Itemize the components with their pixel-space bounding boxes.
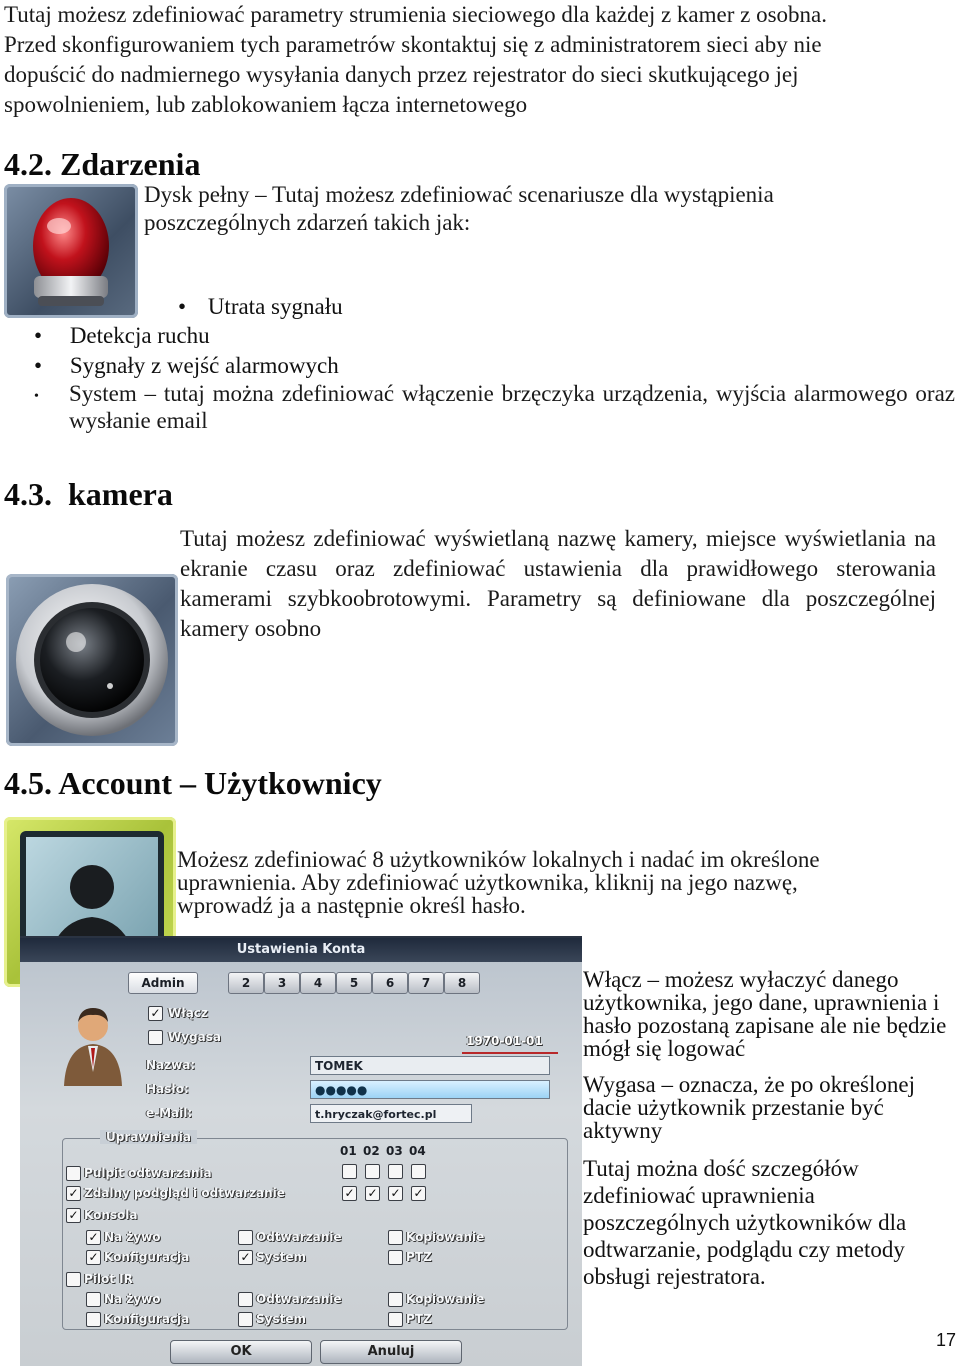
channel-header: 04 (409, 1144, 426, 1158)
expire-date[interactable]: 1970-01-01 (466, 1034, 543, 1048)
tab-user-4[interactable]: 4 (300, 972, 336, 994)
remote-view-checkbox[interactable]: ✓ (66, 1186, 81, 1201)
channel-checkbox[interactable]: ✓ (411, 1186, 426, 1201)
intro-paragraph (4, 0, 954, 120)
bullet-text: Sygnały z wejść alarmowych (69, 353, 339, 378)
bullet-item (34, 351, 339, 381)
playback-desk-checkbox[interactable] (66, 1166, 81, 1181)
channel-header: 01 (340, 1144, 357, 1158)
expire-label: Wygasa (168, 1030, 221, 1044)
console-copy-label: Kopiowanie (406, 1230, 485, 1244)
account-desc-line: uprawnienia. Aby zdefiniować użytkownika, kliknij na jego nazwę, (177, 870, 798, 895)
tab-user-6[interactable]: 6 (372, 972, 408, 994)
remote-config-label: Konfiguracja (104, 1312, 190, 1326)
section-heading-camera: 4.3. kamera (4, 476, 173, 512)
bullet-text: Utrata sygnału (207, 294, 343, 319)
tab-user-3[interactable]: 3 (264, 972, 300, 994)
console-playback-label: Odtwarzanie (256, 1230, 342, 1244)
side-note-expire: Wygasa – oznacza, że po określonej dacie użytkownik przestanie być aktywny (583, 1072, 915, 1143)
side-note-enable: Włącz – możesz wyłaczyć danego użytkownika, jego dane, uprawnienia i hasło pozostaną zapisane ale nie będzie mógł się logować (583, 967, 947, 1061)
tab-user-7[interactable]: 7 (408, 972, 444, 994)
name-label: Nazwa: (146, 1058, 196, 1072)
intro-line: Tutaj możesz zdefiniować parametry strumienia sieciowego dla każdej z kamer z osobna. (4, 2, 828, 27)
playback-desk-label: Pulpit odtwarzania (84, 1166, 212, 1180)
console-ptz-label: PTZ (406, 1250, 432, 1264)
expire-date-underline (462, 1052, 558, 1054)
tab-admin[interactable]: Admin (128, 972, 198, 994)
intro-line: Przed skonfigurowaniem tych parametrów skontaktuj się z administratorem sieci aby nie (4, 32, 822, 57)
remote-ptz-label: PTZ (406, 1312, 432, 1326)
channel-checkbox[interactable] (365, 1164, 380, 1179)
remote-playback-label: Odtwarzanie (256, 1292, 342, 1306)
name-field[interactable]: TOMEK (310, 1056, 550, 1075)
password-field[interactable]: ●●●●● (310, 1080, 550, 1099)
console-playback-checkbox[interactable] (238, 1230, 253, 1245)
bullet-dot: • (34, 389, 39, 404)
channel-checkbox[interactable]: ✓ (365, 1186, 380, 1201)
dialog-title: Ustawienia Konta (20, 938, 582, 962)
businessman-avatar-icon (58, 1002, 128, 1086)
channel-checkbox[interactable]: ✓ (342, 1186, 357, 1201)
remote-system-label: System (256, 1312, 306, 1326)
email-label: e-Mail: (146, 1106, 193, 1120)
channel-checkbox[interactable] (342, 1164, 357, 1179)
section-heading-account: 4.5. Account – Użytkownicy (4, 765, 382, 801)
remote-system-checkbox[interactable] (238, 1312, 253, 1327)
tab-user-5[interactable]: 5 (336, 972, 372, 994)
console-system-checkbox[interactable]: ✓ (238, 1250, 253, 1265)
remote-view-label: Zdalny podgląd i odtwarzanie (84, 1186, 285, 1200)
bullet-text: Detekcja ruchu (69, 323, 210, 348)
intro-line: spowolnieniem, lub zablokowaniem łącza internetowego (4, 92, 528, 117)
tab-user-2[interactable]: 2 (228, 972, 264, 994)
remote-label: Pilot IR (84, 1272, 133, 1286)
remote-live-label: Na żywo (104, 1292, 161, 1306)
bullet-text: System – tutaj można zdefiniować włączenie brzęczyka urządzenia, wyjścia alarmowego oraz wysłanie email (69, 381, 955, 433)
channel-header: 02 (363, 1144, 380, 1158)
bullet-dot: • (34, 353, 43, 378)
tab-user-8[interactable]: 8 (444, 972, 480, 994)
console-checkbox[interactable]: ✓ (66, 1208, 81, 1223)
console-config-checkbox[interactable]: ✓ (86, 1250, 101, 1265)
bullet-dot: • (34, 323, 43, 348)
bullet-item (34, 321, 210, 351)
email-field[interactable]: t.hryczak@fortec.pl (310, 1104, 472, 1123)
ok-button[interactable]: OK (170, 1340, 312, 1364)
side-notes (583, 968, 953, 1303)
section-heading-events: 4.2. Zdarzenia (4, 146, 201, 182)
console-config-label: Konfiguracja (104, 1250, 190, 1264)
console-copy-checkbox[interactable] (388, 1230, 403, 1245)
events-desc-line: poszczególnych zdarzeń takich jak: (144, 210, 471, 235)
enable-checkbox[interactable]: ✓ (148, 1006, 163, 1021)
account-desc-line: Możesz zdefiniować 8 użytkowników lokalnych i nadać im określone (177, 847, 820, 872)
channel-checkbox[interactable] (388, 1164, 403, 1179)
intro-line: dopuścić do nadmiernego wysyłania danych przez rejestrator do sieci skutkującego jej (4, 62, 799, 87)
remote-ptz-checkbox[interactable] (388, 1312, 403, 1327)
events-desc-line: Dysk pełny – Tutaj możesz zdefiniować scenariusze dla wystąpienia (144, 182, 774, 207)
account-desc-line: wprowadź ja a następnie określ hasło. (177, 893, 526, 918)
console-system-label: System (256, 1250, 306, 1264)
alarm-siren-icon (4, 184, 138, 318)
channel-checkbox[interactable] (411, 1164, 426, 1179)
remote-live-checkbox[interactable] (86, 1292, 101, 1307)
bullet-item (178, 292, 343, 322)
account-description (177, 848, 937, 917)
permissions-label: Uprawnienia (100, 1130, 197, 1144)
page-number: 17 (936, 1330, 957, 1350)
enable-label: Włącz (168, 1006, 208, 1020)
remote-checkbox[interactable] (66, 1272, 81, 1287)
console-label: Konsola (84, 1208, 138, 1222)
console-ptz-checkbox[interactable] (388, 1250, 403, 1265)
camera-description: Tutaj możesz zdefiniować wyświetlaną nazwę kamery, miejsce wyświetlania na ekranie czasu oraz zdefiniować ustawienia dla prawidłowego sterowania kamerami szybkoobrotowymi. Parametry są definiowane dla poszczególnej kamery osobno (180, 526, 936, 641)
console-live-checkbox[interactable]: ✓ (86, 1230, 101, 1245)
cancel-button[interactable]: Anuluj (320, 1340, 462, 1364)
channel-header: 03 (386, 1144, 403, 1158)
account-settings-dialog (20, 936, 582, 1366)
channel-checkbox[interactable]: ✓ (388, 1186, 403, 1201)
side-note-permissions: Tutaj można dość szczegółów zdefiniować uprawnienia poszczególnych użytkowników dla odtwarzanie, podglądu czy metody obsługi rejestratora. (583, 1156, 907, 1289)
expire-checkbox[interactable] (148, 1030, 163, 1045)
events-description (144, 181, 944, 237)
console-live-label: Na żywo (104, 1230, 161, 1244)
camera-lens-icon (6, 574, 178, 746)
password-label: Hasło: (146, 1082, 189, 1096)
remote-config-checkbox[interactable] (86, 1312, 101, 1327)
remote-copy-label: Kopiowanie (406, 1292, 485, 1306)
remote-copy-checkbox[interactable] (388, 1292, 403, 1307)
remote-playback-checkbox[interactable] (238, 1292, 253, 1307)
bullet-dot: • (178, 294, 187, 319)
